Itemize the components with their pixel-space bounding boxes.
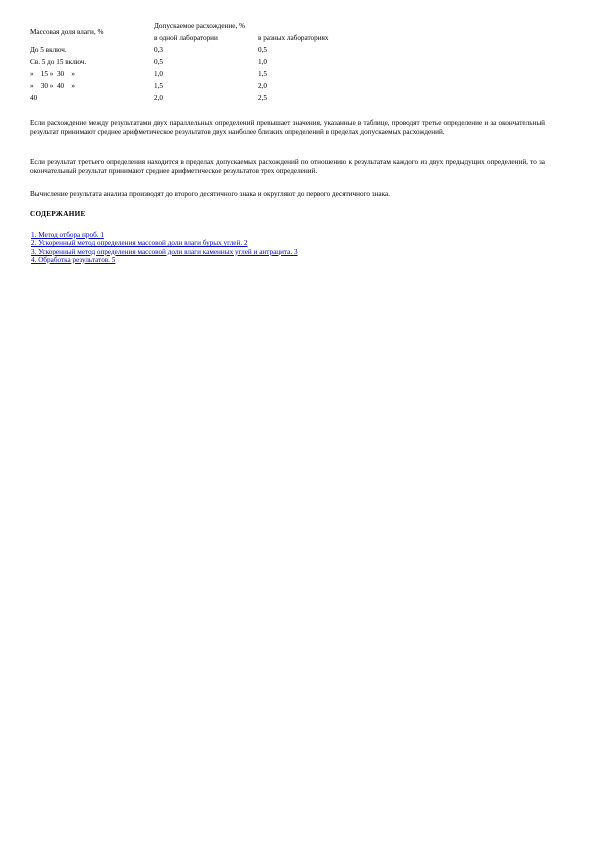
moisture-header: Массовая доля влаги, % [30,27,104,36]
table-header-row [30,20,378,32]
range-cell: 40 [30,93,38,102]
table-row [30,44,378,56]
range-cell: До 5 включ. [30,45,67,54]
range-cell: » 15 » 30 » [30,69,75,78]
same-lab-cell: 2,0 [154,93,163,102]
toc-link-hard-coal[interactable]: 3. Ускоренный метод определения массовой доли влаги каменных углей и антрацита. 3 [31,247,298,256]
diff-labs-header: в разных лабораториях [258,33,329,42]
paragraph-rounding: Вычисление результата анализа производят до второго десятичного знака и округляют до первого десятичного знака. [30,190,390,198]
same-lab-header: в одной лаборатории [154,33,218,42]
toc-link-brown-coal[interactable]: 2. Ускоренный метод определения массовой доли влаги бурых углей. 2 [31,239,248,248]
same-lab-cell: 0,5 [154,57,163,66]
diff-labs-cell: 1,0 [258,57,267,66]
same-lab-cell: 1,0 [154,69,163,78]
table-row [30,92,378,104]
table-row [30,80,378,92]
paragraph-discrepancy: Если расхождение между результатами двух параллельных определений превышает значения, указанные в таблице, проводят третье определение и за окончательный результат принимают среднее арифметическое результатов двух наиболее близких определений в пределах допускаемых расхождений. [30,119,545,136]
same-lab-cell: 0,3 [154,45,163,54]
tolerance-header: Допускаемое расхождение, % [154,21,245,30]
table-row [30,68,378,80]
paragraph-third-determination: Если результат третьего определения находится в пределах допускаемых расхождений по отношению к результатам каждого из двух предыдущих определений, то за окончательный результат принимают среднее арифметическое результатов трех определений. [30,158,545,175]
toc-heading: СОДЕРЖАНИЕ [30,210,86,218]
range-cell: » 30 » 40 » [30,81,75,90]
diff-labs-cell: 1,5 [258,69,267,78]
tolerance-table [30,20,378,104]
same-lab-cell: 1,5 [154,81,163,90]
range-cell: Св. 5 до 15 включ. [30,57,87,66]
diff-labs-cell: 0,5 [258,45,267,54]
toc-link-processing[interactable]: 4. Обработка результатов. 5 [31,255,116,264]
table-of-contents [31,231,298,264]
diff-labs-cell: 2,5 [258,93,267,102]
toc-link-sampling[interactable]: 1. Метод отбора проб. 1 [31,231,104,239]
table-row [30,56,378,68]
diff-labs-cell: 2,0 [258,81,267,90]
